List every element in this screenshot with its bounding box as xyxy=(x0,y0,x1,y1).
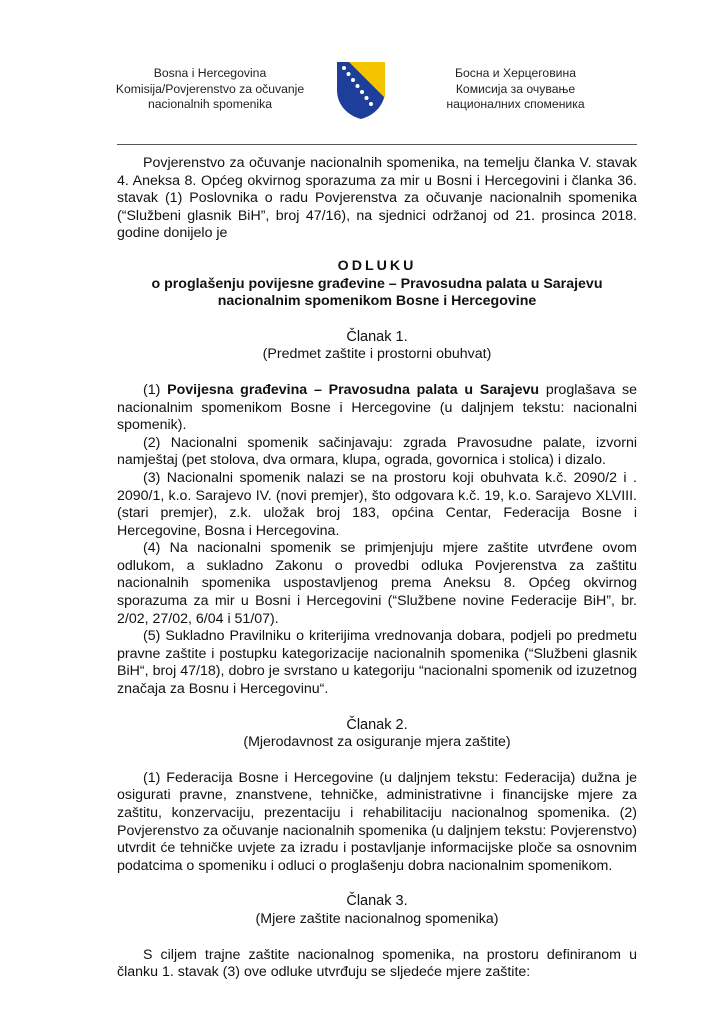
letterhead-cyrillic xyxy=(408,66,623,113)
article-2-title: Članak 2. xyxy=(346,716,408,733)
letterhead-latin xyxy=(100,66,320,113)
article-2-subtitle: (Mjerodavnost za osiguranje mjera zaštite) xyxy=(243,734,511,751)
decision-subtitle: o proglašenju povijesne građevine – Pravosudna palata u Sarajevu xyxy=(151,275,603,292)
letterhead-line: Комисија за очување xyxy=(455,81,576,96)
decision-subtitle: nacionalnim spomenikom Bosne i Hercegovine xyxy=(217,293,537,310)
letterhead-line: Bosna i Hercegovina xyxy=(153,66,267,80)
letterhead-line: националних споменика xyxy=(446,97,585,111)
article-1-subtitle: (Predmet zaštite i prostorni obuhvat) xyxy=(262,346,492,363)
paragraph-number: (1) xyxy=(143,381,168,398)
decision-title: ODLUKU xyxy=(337,257,417,274)
article-2-paragraph-1: (1) Federacija Bosne i Hercegovine (u daljnjem tekstu: Federacija) dužna je osigurati pravne, znanstvene, tehničke, administrativne i financijske mjere za zaštitu, konzervaciju, prezentaciju i rehabilitaciju nacionalnog spomenika. (2) Povjerenstvo za očuvanje nacionalnih spomenika (u daljnjem tekstu: Povjerenstvo) utvrdit će tehničke uvjete za izradu i postavljanje informacijske ploče sa osnovnim podatcima o spomeniku i odluci o proglašenju dobra nacionalnim spomenikom. xyxy=(117,769,637,874)
letterhead xyxy=(0,66,724,136)
bih-coat-of-arms-icon xyxy=(335,60,387,120)
article-1-paragraph-1 xyxy=(117,382,637,435)
protected-object-name: Povijesna građevina – Pravosudna palata u Sarajevu xyxy=(167,381,540,398)
letterhead-line: nacionalnih spomenika xyxy=(148,97,272,111)
article-1-paragraph-5: (5) Sukladno Pravilniku o kriterijima vrednovanja dobara, podjeli po predmetu pravne zaštite i postupku kategorizacije nacionalnih spomenika (“Službeni glasnik BiH“, broj 47/18), dobro je svrstano u kategoriju “nacionalni spomenik od izuzetnog značaja za Bosnu i Hercegovinu“. xyxy=(117,628,637,698)
article-1-paragraph-2: (2) Nacionalni spomenik sačinjavaju: zgrada Pravosudne palate, izvorni namještaj (pet stolova, dva ormara, klupa, ograda, govornica i stolica) i dizalo. xyxy=(117,434,637,469)
article-1-title: Članak 1. xyxy=(346,328,408,345)
intro-paragraph: Povjerenstvo za očuvanje nacionalnih spomenika, na temelju članka V. stavak 4. Aneksa 8. Općeg okvirnog sporazuma za mir u Bosni i Hercegovini i članka 36. stavak (1) Poslovnika o radu Povjerenstva za očuvanje nacionalnih spomenika (“Službeni glasnik BiH”, broj 47/16), na sjednici održanoj od 21. prosinca 2018. godine donijelo je xyxy=(117,155,637,242)
header-divider xyxy=(117,144,637,145)
letterhead-line: Komisija/Povjerenstvo za očuvanje xyxy=(115,81,305,96)
article-1-paragraph-3: (3) Nacionalni spomenik nalazi se na prostoru koji obuhvata k.č. 2090/2 i . 2090/1, k.o. Sarajevo IV. (novi premjer), što odgovara k.č. 19, k.o. Sarajevo XLVIII. (stari premjer), z.k. uložak broj 183, općina Centar, Federacija Bosne i Hercegovine, Bosna i Hercegovina. xyxy=(117,469,637,539)
paragraph-text: proglašava se nacionalnim spomenikom Bosne i Hercegovine (u daljnjem tekstu: nacionalni spomenik). xyxy=(117,381,637,434)
document-body xyxy=(117,155,637,982)
article-3-subtitle: (Mjere zaštite nacionalnog spomenika) xyxy=(255,910,499,927)
article-3-paragraph-1: S ciljem trajne zaštite nacionalnog spomenika, na prostoru definiranom u članku 1. stavak (3) ove odluke utvrđuju se sljedeće mjere zaštite: xyxy=(117,946,637,981)
article-3-title: Članak 3. xyxy=(346,893,408,910)
letterhead-line: Босна и Херцеговина xyxy=(454,66,576,80)
article-1-paragraph-4: (4) Na nacionalni spomenik se primjenjuju mjere zaštite utvrđene ovom odlukom, a sukladno Zakonu o provedbi odluka Povjerenstva za zaštitu nacionalnih spomenika uspostavljenog prema Aneksu 8. Općeg okvirnog sporazuma za mir u Bosni i Hercegovini (“Službene novine Federacije BiH”, br. 2/02, 27/02, 6/04 i 51/07). xyxy=(117,540,637,627)
